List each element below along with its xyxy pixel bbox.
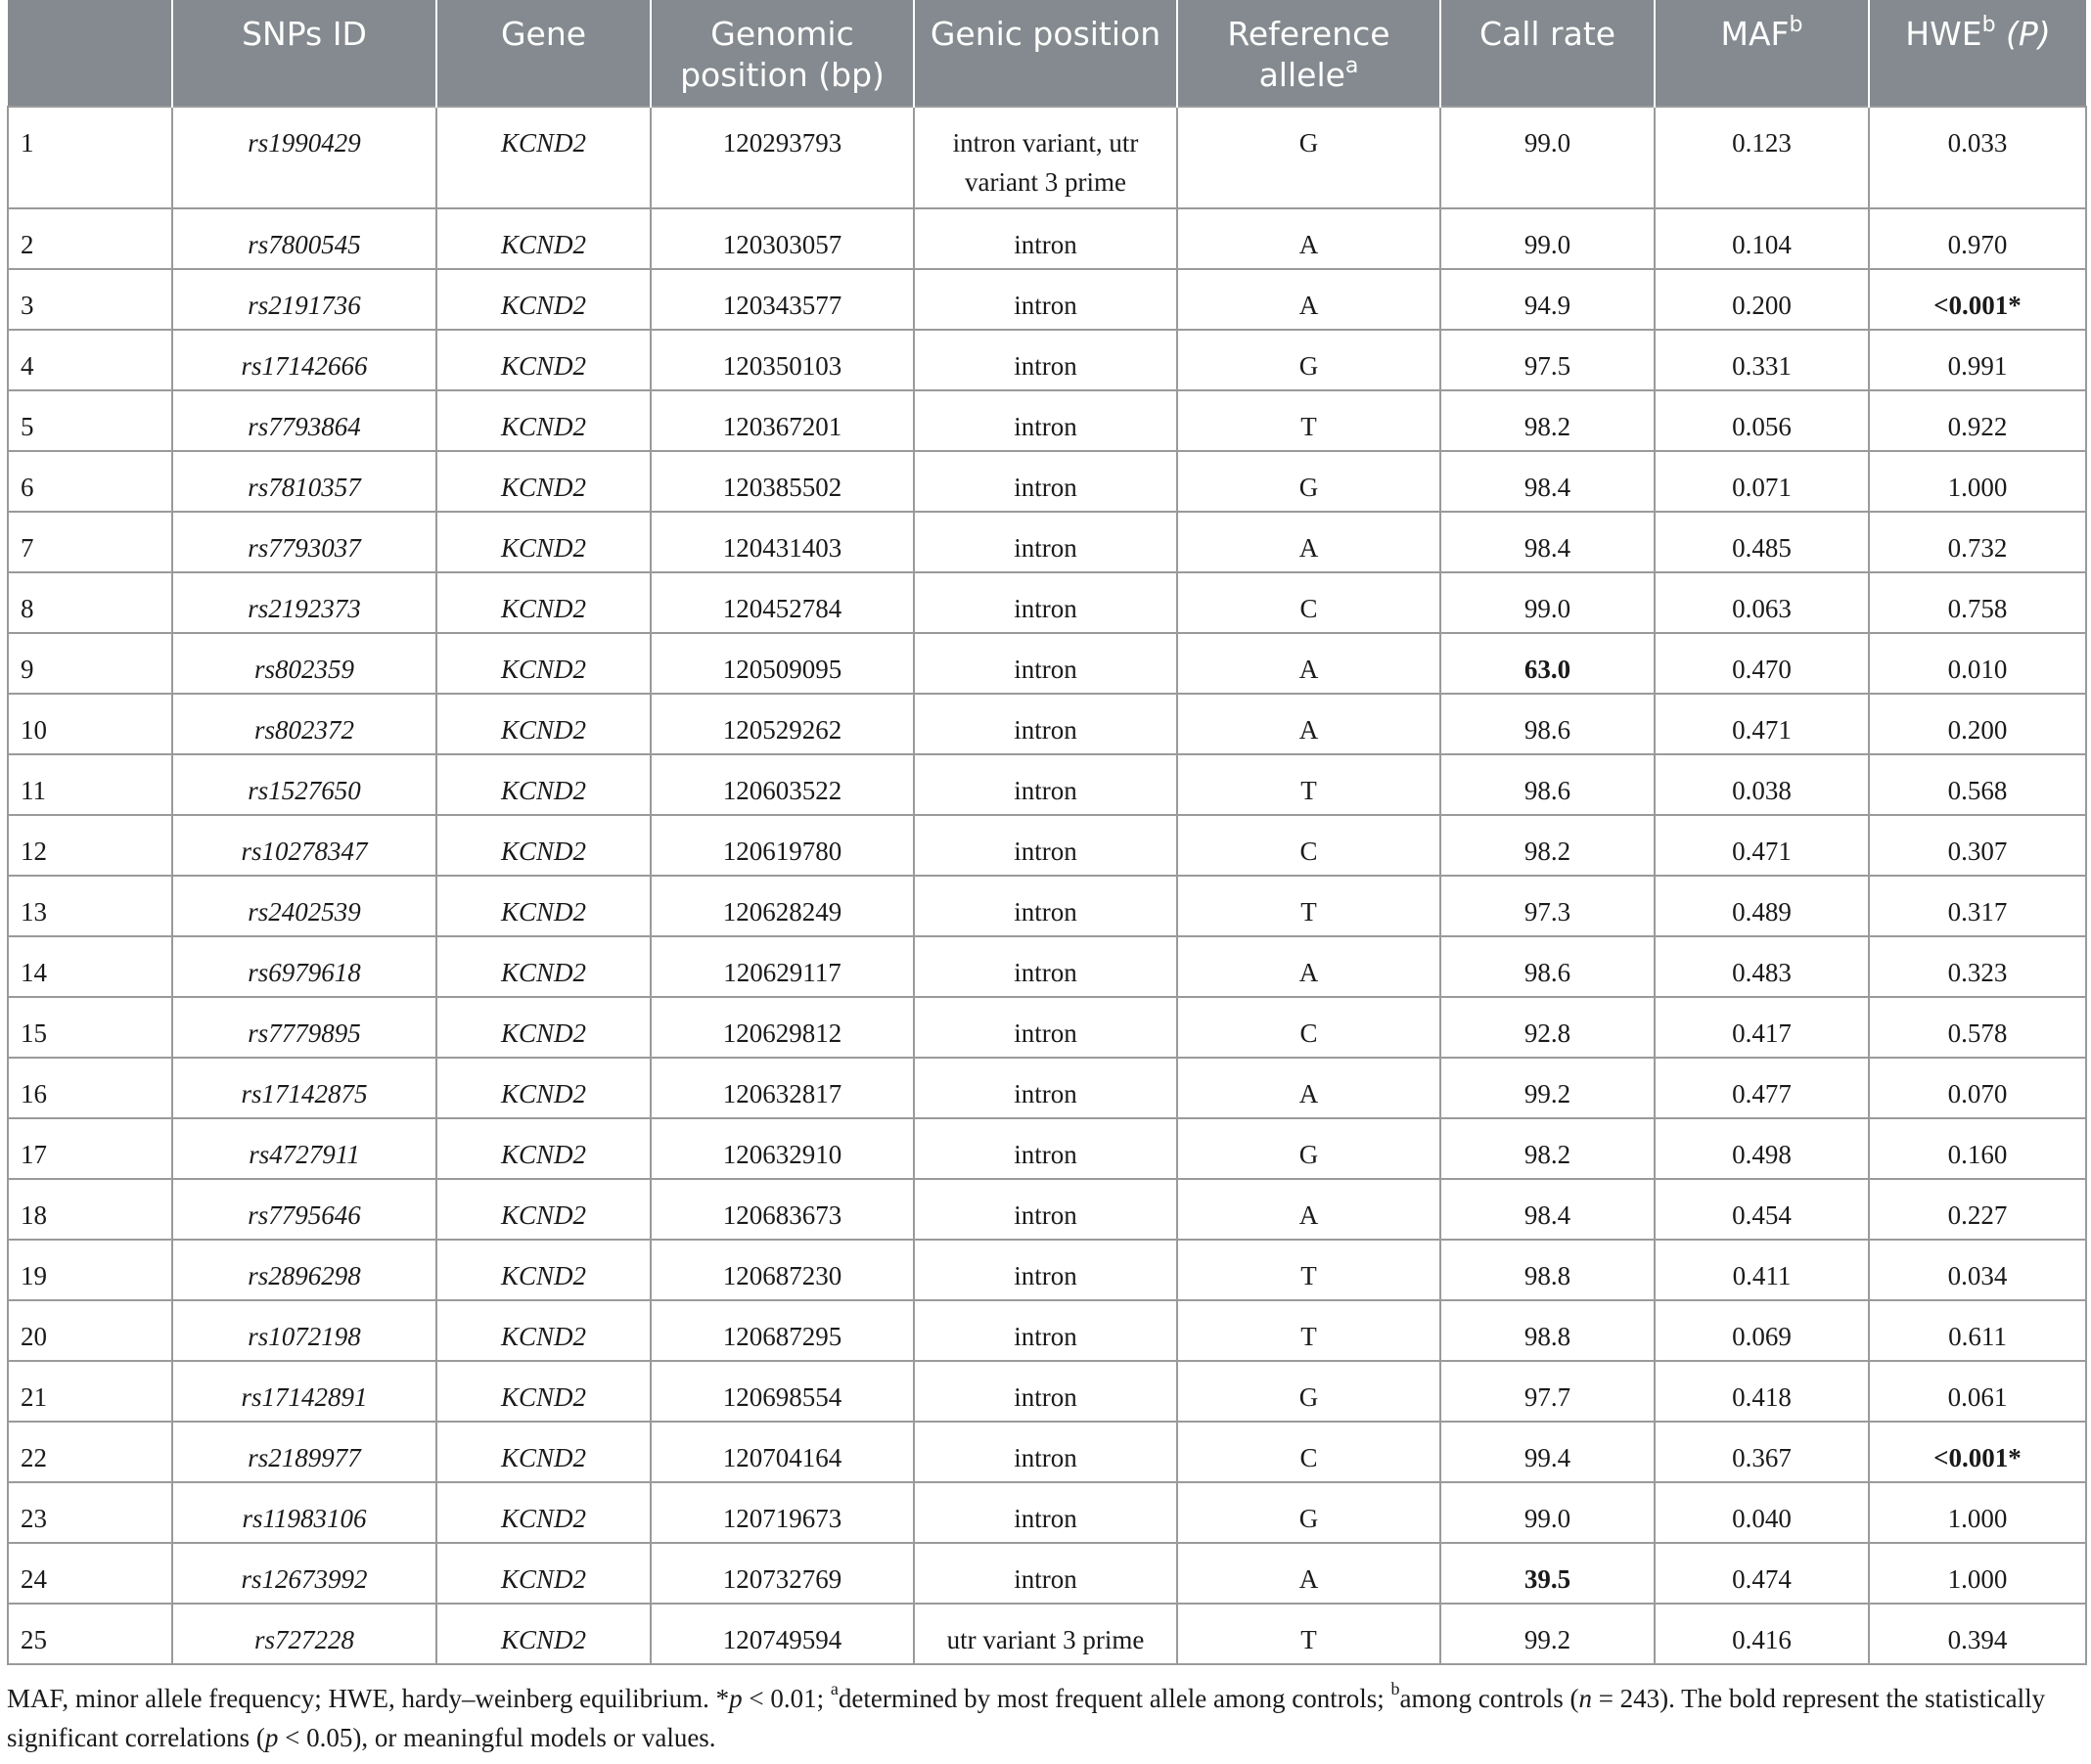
footnote-p2: p	[264, 1723, 279, 1752]
table-row	[8, 1543, 2086, 1604]
table-body	[8, 107, 2086, 1664]
header-row	[8, 0, 2086, 107]
cell-index: 17	[8, 1118, 172, 1179]
table-row	[8, 815, 2086, 876]
cell-maf: 0.470	[1655, 633, 1869, 694]
cell-snp-id: rs1527650	[172, 754, 436, 815]
cell-call-rate: 98.2	[1440, 390, 1655, 451]
cell-call-rate: 99.0	[1440, 1482, 1655, 1543]
footnote-n: n	[1578, 1684, 1592, 1713]
cell-maf: 0.489	[1655, 876, 1869, 936]
cell-genic-position: intron	[914, 451, 1177, 512]
cell-gene: KCND2	[436, 208, 651, 269]
cell-snp-id: rs11983106	[172, 1482, 436, 1543]
cell-snp-id: rs17142891	[172, 1361, 436, 1422]
cell-gene: KCND2	[436, 451, 651, 512]
cell-snp-id: rs802359	[172, 633, 436, 694]
header-genomic-position-label: Genomic position (bp)	[680, 15, 885, 94]
table-row	[8, 1482, 2086, 1543]
cell-snp-id: rs2191736	[172, 269, 436, 330]
table-row	[8, 1422, 2086, 1482]
cell-genomic-position: 120350103	[651, 330, 914, 390]
cell-call-rate: 99.0	[1440, 572, 1655, 633]
cell-gene: KCND2	[436, 694, 651, 754]
cell-call-rate: 99.0	[1440, 208, 1655, 269]
cell-maf: 0.483	[1655, 936, 1869, 997]
cell-hwe: 0.578	[1869, 997, 2086, 1058]
cell-maf: 0.200	[1655, 269, 1869, 330]
cell-reference-allele: C	[1177, 572, 1440, 633]
cell-call-rate: 98.2	[1440, 1118, 1655, 1179]
cell-snp-id: rs7800545	[172, 208, 436, 269]
cell-snp-id: rs12673992	[172, 1543, 436, 1604]
header-hwe-suffix: (P)	[2006, 15, 2051, 53]
cell-snp-id: rs10278347	[172, 815, 436, 876]
cell-gene: KCND2	[436, 1240, 651, 1300]
cell-genomic-position: 120452784	[651, 572, 914, 633]
cell-index: 25	[8, 1604, 172, 1664]
cell-genomic-position: 120619780	[651, 815, 914, 876]
cell-reference-allele: G	[1177, 1361, 1440, 1422]
cell-genic-position: intron	[914, 815, 1177, 876]
cell-reference-allele: A	[1177, 633, 1440, 694]
cell-call-rate: 98.8	[1440, 1300, 1655, 1361]
cell-index: 13	[8, 876, 172, 936]
cell-index: 23	[8, 1482, 172, 1543]
cell-maf: 0.485	[1655, 512, 1869, 572]
header-reference-allele	[1177, 0, 1440, 107]
cell-snp-id: rs802372	[172, 694, 436, 754]
table-row	[8, 754, 2086, 815]
cell-reference-allele: G	[1177, 1482, 1440, 1543]
cell-call-rate: 97.3	[1440, 876, 1655, 936]
table-row	[8, 1604, 2086, 1664]
cell-index: 16	[8, 1058, 172, 1118]
cell-index: 18	[8, 1179, 172, 1240]
cell-hwe: 0.200	[1869, 694, 2086, 754]
cell-gene: KCND2	[436, 390, 651, 451]
cell-genomic-position: 120431403	[651, 512, 914, 572]
cell-gene: KCND2	[436, 1422, 651, 1482]
footnote-sup-a: a	[830, 1679, 839, 1698]
header-hwe-label: HWE	[1905, 15, 1982, 53]
header-genic-position	[914, 0, 1177, 107]
table-row	[8, 1179, 2086, 1240]
cell-index: 10	[8, 694, 172, 754]
cell-gene: KCND2	[436, 269, 651, 330]
cell-index: 11	[8, 754, 172, 815]
cell-reference-allele: C	[1177, 997, 1440, 1058]
cell-call-rate: 98.2	[1440, 815, 1655, 876]
cell-maf: 0.454	[1655, 1179, 1869, 1240]
footnote-text-4: among controls (	[1399, 1684, 1579, 1713]
cell-maf: 0.367	[1655, 1422, 1869, 1482]
cell-genomic-position: 120719673	[651, 1482, 914, 1543]
cell-maf: 0.411	[1655, 1240, 1869, 1300]
cell-reference-allele: C	[1177, 1422, 1440, 1482]
cell-snp-id: rs1990429	[172, 107, 436, 208]
header-maf-sup: b	[1789, 13, 1803, 37]
cell-index: 22	[8, 1422, 172, 1482]
cell-hwe: 0.394	[1869, 1604, 2086, 1664]
cell-call-rate: 98.6	[1440, 694, 1655, 754]
cell-genic-position: intron	[914, 1482, 1177, 1543]
cell-gene: KCND2	[436, 1118, 651, 1179]
cell-hwe: 0.033	[1869, 107, 2086, 208]
cell-call-rate: 94.9	[1440, 269, 1655, 330]
cell-genomic-position: 120367201	[651, 390, 914, 451]
cell-genic-position: intron	[914, 997, 1177, 1058]
table-row	[8, 208, 2086, 269]
cell-reference-allele: G	[1177, 330, 1440, 390]
footnote-sup-b: b	[1390, 1679, 1400, 1698]
cell-snp-id: rs1072198	[172, 1300, 436, 1361]
cell-index: 2	[8, 208, 172, 269]
cell-call-rate: 98.6	[1440, 754, 1655, 815]
table-row	[8, 1058, 2086, 1118]
cell-hwe: 1.000	[1869, 1543, 2086, 1604]
cell-reference-allele: A	[1177, 694, 1440, 754]
cell-snp-id: rs2896298	[172, 1240, 436, 1300]
cell-hwe: <0.001*	[1869, 269, 2086, 330]
cell-genomic-position: 120293793	[651, 107, 914, 208]
header-maf-label: MAF	[1720, 15, 1790, 53]
cell-genomic-position: 120632910	[651, 1118, 914, 1179]
cell-genomic-position: 120683673	[651, 1179, 914, 1240]
cell-snp-id: rs7779895	[172, 997, 436, 1058]
cell-index: 8	[8, 572, 172, 633]
cell-genic-position: intron	[914, 1058, 1177, 1118]
cell-gene: KCND2	[436, 512, 651, 572]
cell-genic-position: intron	[914, 694, 1177, 754]
header-hwe	[1869, 0, 2086, 107]
cell-maf: 0.417	[1655, 997, 1869, 1058]
cell-index: 19	[8, 1240, 172, 1300]
cell-index: 1	[8, 107, 172, 208]
cell-reference-allele: A	[1177, 208, 1440, 269]
cell-gene: KCND2	[436, 572, 651, 633]
table-row	[8, 694, 2086, 754]
cell-genic-position: intron	[914, 1240, 1177, 1300]
cell-reference-allele: T	[1177, 754, 1440, 815]
cell-genic-position: intron	[914, 208, 1177, 269]
cell-call-rate: 98.6	[1440, 936, 1655, 997]
cell-genomic-position: 120732769	[651, 1543, 914, 1604]
cell-gene: KCND2	[436, 754, 651, 815]
cell-gene: KCND2	[436, 330, 651, 390]
cell-index: 24	[8, 1543, 172, 1604]
cell-hwe: 0.317	[1869, 876, 2086, 936]
cell-hwe: 0.010	[1869, 633, 2086, 694]
footnote-text-5: = 243). The bold represent the statistically significant correlations (	[7, 1684, 2046, 1752]
cell-gene: KCND2	[436, 1361, 651, 1422]
cell-hwe: 0.732	[1869, 512, 2086, 572]
cell-genic-position: intron variant, utr variant 3 prime	[914, 107, 1177, 208]
cell-index: 7	[8, 512, 172, 572]
header-genomic-position	[651, 0, 914, 107]
cell-index: 14	[8, 936, 172, 997]
cell-genomic-position: 120749594	[651, 1604, 914, 1664]
cell-reference-allele: A	[1177, 936, 1440, 997]
cell-hwe: 0.061	[1869, 1361, 2086, 1422]
table-footnote	[7, 1679, 2085, 1757]
cell-snp-id: rs7793037	[172, 512, 436, 572]
cell-genic-position: intron	[914, 1118, 1177, 1179]
cell-maf: 0.498	[1655, 1118, 1869, 1179]
cell-genomic-position: 120629117	[651, 936, 914, 997]
table-row	[8, 107, 2086, 208]
table-row	[8, 1361, 2086, 1422]
cell-reference-allele: T	[1177, 1240, 1440, 1300]
cell-maf: 0.331	[1655, 330, 1869, 390]
cell-gene: KCND2	[436, 107, 651, 208]
cell-genomic-position: 120704164	[651, 1422, 914, 1482]
cell-genic-position: intron	[914, 1543, 1177, 1604]
cell-genomic-position: 120603522	[651, 754, 914, 815]
cell-maf: 0.063	[1655, 572, 1869, 633]
cell-maf: 0.104	[1655, 208, 1869, 269]
cell-genomic-position: 120698554	[651, 1361, 914, 1422]
cell-call-rate: 39.5	[1440, 1543, 1655, 1604]
cell-gene: KCND2	[436, 936, 651, 997]
cell-genic-position: intron	[914, 1300, 1177, 1361]
cell-maf: 0.471	[1655, 694, 1869, 754]
cell-snp-id: rs6979618	[172, 936, 436, 997]
cell-reference-allele: G	[1177, 1118, 1440, 1179]
cell-genic-position: intron	[914, 390, 1177, 451]
cell-snp-id: rs2402539	[172, 876, 436, 936]
header-call-rate: Call rate	[1440, 0, 1655, 107]
cell-snp-id: rs7795646	[172, 1179, 436, 1240]
cell-maf: 0.477	[1655, 1058, 1869, 1118]
cell-genomic-position: 120343577	[651, 269, 914, 330]
cell-hwe: 1.000	[1869, 451, 2086, 512]
table-row	[8, 512, 2086, 572]
cell-call-rate: 98.4	[1440, 451, 1655, 512]
header-hwe-sup: b	[1981, 13, 1996, 37]
cell-hwe: 0.970	[1869, 208, 2086, 269]
cell-gene: KCND2	[436, 876, 651, 936]
table-row	[8, 269, 2086, 330]
cell-genic-position: intron	[914, 936, 1177, 997]
header-gene: Gene	[436, 0, 651, 107]
cell-index: 5	[8, 390, 172, 451]
cell-hwe: 0.568	[1869, 754, 2086, 815]
cell-maf: 0.474	[1655, 1543, 1869, 1604]
cell-call-rate: 99.0	[1440, 107, 1655, 208]
cell-hwe: 0.070	[1869, 1058, 2086, 1118]
cell-genomic-position: 120687230	[651, 1240, 914, 1300]
table-header	[8, 0, 2086, 107]
cell-hwe: 0.611	[1869, 1300, 2086, 1361]
footnote-text-2: < 0.01;	[742, 1684, 831, 1713]
cell-reference-allele: G	[1177, 107, 1440, 208]
table-row	[8, 633, 2086, 694]
cell-genic-position: intron	[914, 572, 1177, 633]
table-row	[8, 1118, 2086, 1179]
table-row	[8, 997, 2086, 1058]
cell-call-rate: 97.5	[1440, 330, 1655, 390]
header-snps-id: SNPs ID	[172, 0, 436, 107]
cell-maf: 0.416	[1655, 1604, 1869, 1664]
table-row	[8, 451, 2086, 512]
cell-call-rate: 98.4	[1440, 512, 1655, 572]
cell-call-rate: 98.4	[1440, 1179, 1655, 1240]
cell-gene: KCND2	[436, 1543, 651, 1604]
cell-hwe: 0.323	[1869, 936, 2086, 997]
cell-hwe: 0.307	[1869, 815, 2086, 876]
cell-genomic-position: 120385502	[651, 451, 914, 512]
cell-maf: 0.038	[1655, 754, 1869, 815]
cell-maf: 0.056	[1655, 390, 1869, 451]
cell-index: 12	[8, 815, 172, 876]
cell-hwe: 0.160	[1869, 1118, 2086, 1179]
cell-hwe: 1.000	[1869, 1482, 2086, 1543]
cell-gene: KCND2	[436, 1179, 651, 1240]
table-row	[8, 330, 2086, 390]
footnote-text-6: < 0.05), or meaningful models or values.	[278, 1723, 716, 1752]
cell-maf: 0.040	[1655, 1482, 1869, 1543]
cell-genic-position: intron	[914, 1361, 1177, 1422]
cell-reference-allele: G	[1177, 451, 1440, 512]
cell-gene: KCND2	[436, 633, 651, 694]
header-genic-position-label: Genic position	[930, 15, 1161, 53]
cell-index: 4	[8, 330, 172, 390]
cell-gene: KCND2	[436, 997, 651, 1058]
cell-snp-id: rs4727911	[172, 1118, 436, 1179]
cell-reference-allele: A	[1177, 1543, 1440, 1604]
header-index	[8, 0, 172, 107]
cell-reference-allele: T	[1177, 876, 1440, 936]
cell-hwe: 0.034	[1869, 1240, 2086, 1300]
cell-genomic-position: 120629812	[651, 997, 914, 1058]
cell-genic-position: intron	[914, 330, 1177, 390]
cell-call-rate: 92.8	[1440, 997, 1655, 1058]
cell-genomic-position: 120632817	[651, 1058, 914, 1118]
cell-maf: 0.418	[1655, 1361, 1869, 1422]
footnote-p1: p	[729, 1684, 743, 1713]
cell-index: 6	[8, 451, 172, 512]
cell-call-rate: 99.2	[1440, 1058, 1655, 1118]
cell-genic-position: intron	[914, 269, 1177, 330]
cell-genomic-position: 120509095	[651, 633, 914, 694]
cell-reference-allele: T	[1177, 1300, 1440, 1361]
table-row	[8, 876, 2086, 936]
cell-snp-id: rs17142666	[172, 330, 436, 390]
cell-genic-position: intron	[914, 633, 1177, 694]
cell-snp-id: rs7810357	[172, 451, 436, 512]
cell-genomic-position: 120687295	[651, 1300, 914, 1361]
cell-call-rate: 98.8	[1440, 1240, 1655, 1300]
cell-maf: 0.069	[1655, 1300, 1869, 1361]
cell-index: 3	[8, 269, 172, 330]
cell-snp-id: rs727228	[172, 1604, 436, 1664]
cell-call-rate: 99.2	[1440, 1604, 1655, 1664]
cell-genic-position: intron	[914, 1422, 1177, 1482]
cell-index: 9	[8, 633, 172, 694]
snp-table	[7, 0, 2087, 1665]
footnote-text-3: determined by most frequent allele among controls;	[838, 1684, 1391, 1713]
cell-reference-allele: A	[1177, 269, 1440, 330]
cell-index: 15	[8, 997, 172, 1058]
cell-genomic-position: 120628249	[651, 876, 914, 936]
cell-gene: KCND2	[436, 815, 651, 876]
cell-reference-allele: A	[1177, 1179, 1440, 1240]
cell-maf: 0.071	[1655, 451, 1869, 512]
table-container	[7, 0, 2085, 1665]
cell-maf: 0.123	[1655, 107, 1869, 208]
cell-hwe: 0.991	[1869, 330, 2086, 390]
cell-call-rate: 97.7	[1440, 1361, 1655, 1422]
cell-genic-position: utr variant 3 prime	[914, 1604, 1177, 1664]
cell-index: 20	[8, 1300, 172, 1361]
cell-gene: KCND2	[436, 1058, 651, 1118]
cell-genic-position: intron	[914, 1179, 1177, 1240]
cell-index: 21	[8, 1361, 172, 1422]
table-row	[8, 390, 2086, 451]
table-row	[8, 936, 2086, 997]
cell-genomic-position: 120303057	[651, 208, 914, 269]
cell-reference-allele: T	[1177, 1604, 1440, 1664]
cell-maf: 0.471	[1655, 815, 1869, 876]
cell-genomic-position: 120529262	[651, 694, 914, 754]
table-row	[8, 1300, 2086, 1361]
cell-reference-allele: A	[1177, 1058, 1440, 1118]
cell-hwe: 0.758	[1869, 572, 2086, 633]
header-maf	[1655, 0, 1869, 107]
cell-call-rate: 99.4	[1440, 1422, 1655, 1482]
cell-reference-allele: A	[1177, 512, 1440, 572]
cell-hwe: 0.922	[1869, 390, 2086, 451]
header-reference-allele-label: Reference allele	[1227, 15, 1390, 94]
cell-snp-id: rs2192373	[172, 572, 436, 633]
cell-genic-position: intron	[914, 876, 1177, 936]
cell-snp-id: rs7793864	[172, 390, 436, 451]
table-row	[8, 1240, 2086, 1300]
cell-hwe: <0.001*	[1869, 1422, 2086, 1482]
cell-call-rate: 63.0	[1440, 633, 1655, 694]
cell-reference-allele: T	[1177, 390, 1440, 451]
header-reference-sup: a	[1344, 54, 1359, 78]
footnote-text-1: MAF, minor allele frequency; HWE, hardy–weinberg equilibrium. *	[7, 1684, 730, 1713]
table-row	[8, 572, 2086, 633]
cell-snp-id: rs2189977	[172, 1422, 436, 1482]
cell-snp-id: rs17142875	[172, 1058, 436, 1118]
cell-gene: KCND2	[436, 1482, 651, 1543]
cell-gene: KCND2	[436, 1604, 651, 1664]
cell-gene: KCND2	[436, 1300, 651, 1361]
cell-reference-allele: C	[1177, 815, 1440, 876]
cell-genic-position: intron	[914, 512, 1177, 572]
cell-genic-position: intron	[914, 754, 1177, 815]
cell-hwe: 0.227	[1869, 1179, 2086, 1240]
